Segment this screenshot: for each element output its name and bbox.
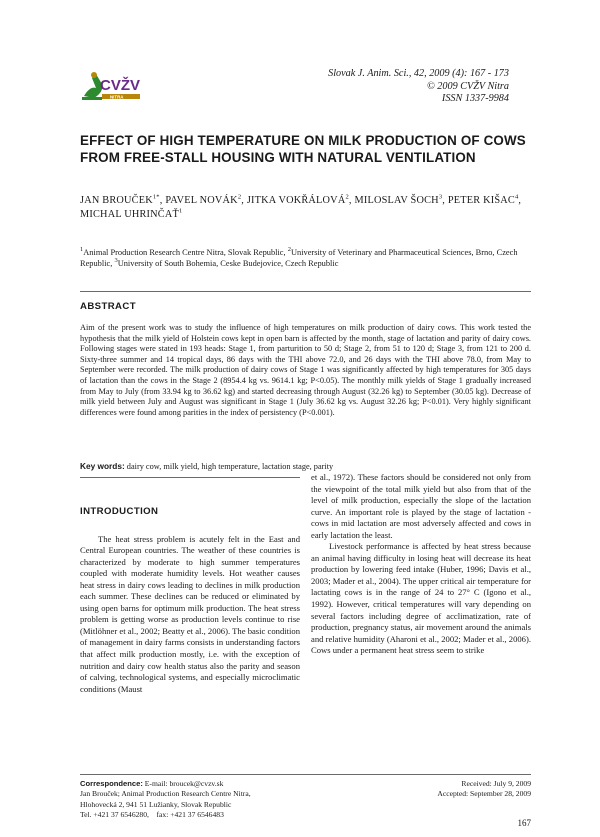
logo-wordmark: CVŽV <box>100 77 141 94</box>
journal-copyright: © 2009 CVŽV Nitra <box>427 80 509 92</box>
author: PAVEL NOVÁK$^2$ <box>165 193 242 206</box>
correspondence-address: Jan Brouček; Animal Production Research Centre Nitra, <box>80 789 251 799</box>
author: JITKA VOKŘÁLOVÁ$^2$ <box>246 193 349 206</box>
footnote-divider <box>80 774 531 775</box>
section-divider <box>80 477 300 478</box>
correspondence-label: Correspondence: <box>80 779 143 788</box>
journal-logo <box>80 66 144 106</box>
body-paragraph: Livestock performance is affected by heat stress because an animal having difficulty in losing heat will decrease its heat production by lowering feed intake (Huber, 1996; Davis et al., 2003; Mader et al., 2004). The upper critical air temperature for lactating cows is in the range of 24 to 27° C (Igono et al., 1992). However, critical temperatures will vary depending on several factors including degree of acclimatization, rate of production, pregnancy status, air movement around the animals and relative humidity (Aharoni et al., 2002; Mader et al., 2006). Cows under a permanent heat stress seem to strike <box>311 541 531 656</box>
affiliations: $^1$Animal Production Research Centre Nitra, Slovak Republic, $^2$University of Veterinary and Pharmaceutical Sciences, Brno, Czech Republic, $^3$University of South Bohemia, Ceske Budejovice, Czech Republic <box>80 246 518 269</box>
accepted-date: Accepted: September 28, 2009 <box>437 789 531 799</box>
body-column-right <box>311 472 531 657</box>
correspondence-block <box>80 779 330 820</box>
journal-info <box>328 68 509 106</box>
author: PETER KIŠAC$^4$ <box>447 193 519 206</box>
journal-issn: ISSN 1337-9984 <box>441 93 509 105</box>
author: MILOSLAV ŠOCH$^3$ <box>354 193 443 206</box>
journal-citation: Slovak J. Anim. Sci., 42, 2009 (4): 167 - 173 <box>328 68 509 79</box>
paper-title: EFFECT OF HIGH TEMPERATURE ON MILK PRODUCTION OF COWS FROM FREE-STALL HOUSING WITH NATURAL VENTILATION <box>80 133 526 165</box>
author: MICHAL UHRINČAŤ$^1$ <box>80 207 183 220</box>
abstract-heading: ABSTRACT <box>80 301 136 312</box>
received-date: Received: July 9, 2009 <box>461 779 531 788</box>
keywords-label: Key words: <box>80 461 125 471</box>
logo-subtext: NITRA <box>110 94 124 100</box>
correspondence-address: Hlohovecká 2, 941 51 Lužianky, Slovak Republic <box>80 799 232 809</box>
correspondence-email: E-mail: broucek@cvzv.sk <box>142 779 224 788</box>
introduction-heading: INTRODUCTION <box>80 506 159 517</box>
author: JAN $BROUČEK^{1*}$ <box>80 193 160 206</box>
author-list: JAN $BROUČEK^{1*}$, PAVEL NOVÁK$^2$, JITKA VOKŘÁLOVÁ$^2$, MILOSLAV ŠOCH$^3$, PETER KIŠAC$^4$, MICHAL UHRINČAŤ$^1$ <box>80 193 522 220</box>
body-column-left <box>80 506 300 695</box>
keywords-text: dairy cow, milk yield, high temperature, lactation stage, parity <box>124 462 334 471</box>
abstract-text: Aim of the present work was to study the influence of high temperatures on milk production of dairy cows. This work tested the hypothesis that the milk yield of Holstein cows kept in open barn is affected by the month, stage of lactation and parity of dairy cows. Following stages were stated in 193 heads: Stage 1, from parturition to 50 d; Stage 2, from 51 to 120 d; Stage 3, from 121 to 200 d. Sixty-three summer and 14 tropical days, 86 days with the THI above 72.0, and 26 days with the THI above 78.0, from May to September were recorded. The milk production of dairy cows of Stage 1 was significantly affected by high temperatures for 305 days of lactation than the cows in the Stage 2 (8954.4 kg vs. 9614.1 kg; P<0.05). The monthly milk yields of Stage 1 gradually increased from May to July (from 33.94 kg to 36.62 kg) and started decreasing through August (32.26 kg) to September (30.05 kg). Decrease of milk yield between July and August was significant in Stage 1 (July 36.62 kg vs. August 32.26 kg; P<0.01). Very highly significant differences were found among parities in the index of persistency (P<0.001). <box>80 323 531 417</box>
body-paragraph: The heat stress problem is acutely felt in the East and Central European countries. The weather of these countries is characterized by moderate to high summer temperatures coupled with moderate humidity levels. Hot weather causes heat stress in dairy cows leading to declines in milk production each summer. These declines can be reduced or eliminated by using open barns for optimum milk production. The heat stress problem is getting worse as production levels continue to rise (Mitlöhner et al., 2002; Beatty et al., 2006). The basic condition of management in dairy farms consists in understanding factors that affect milk production mostly, i.e. with the exception of nutrition and dairy cow health status also the parity and season of calving, technological systems, and especially microclimatic conditions (Maust <box>80 533 300 694</box>
manuscript-dates <box>437 779 531 800</box>
correspondence-phone: Tel. +421 37 6546280, fax: +421 37 6546483 <box>80 809 224 819</box>
section-divider <box>80 291 531 292</box>
body-paragraph: et al., 1972). These factors should be considered not only from the viewpoint of the total milk yield but also from that of the level of milk production, especially the slope of the lactation curve. An important role is played by the stage of lactation - cows in mid lactation are most adversely affected and cows in early lactation the least. <box>311 472 531 540</box>
page-number: 167 <box>517 818 531 828</box>
keywords <box>80 461 531 473</box>
